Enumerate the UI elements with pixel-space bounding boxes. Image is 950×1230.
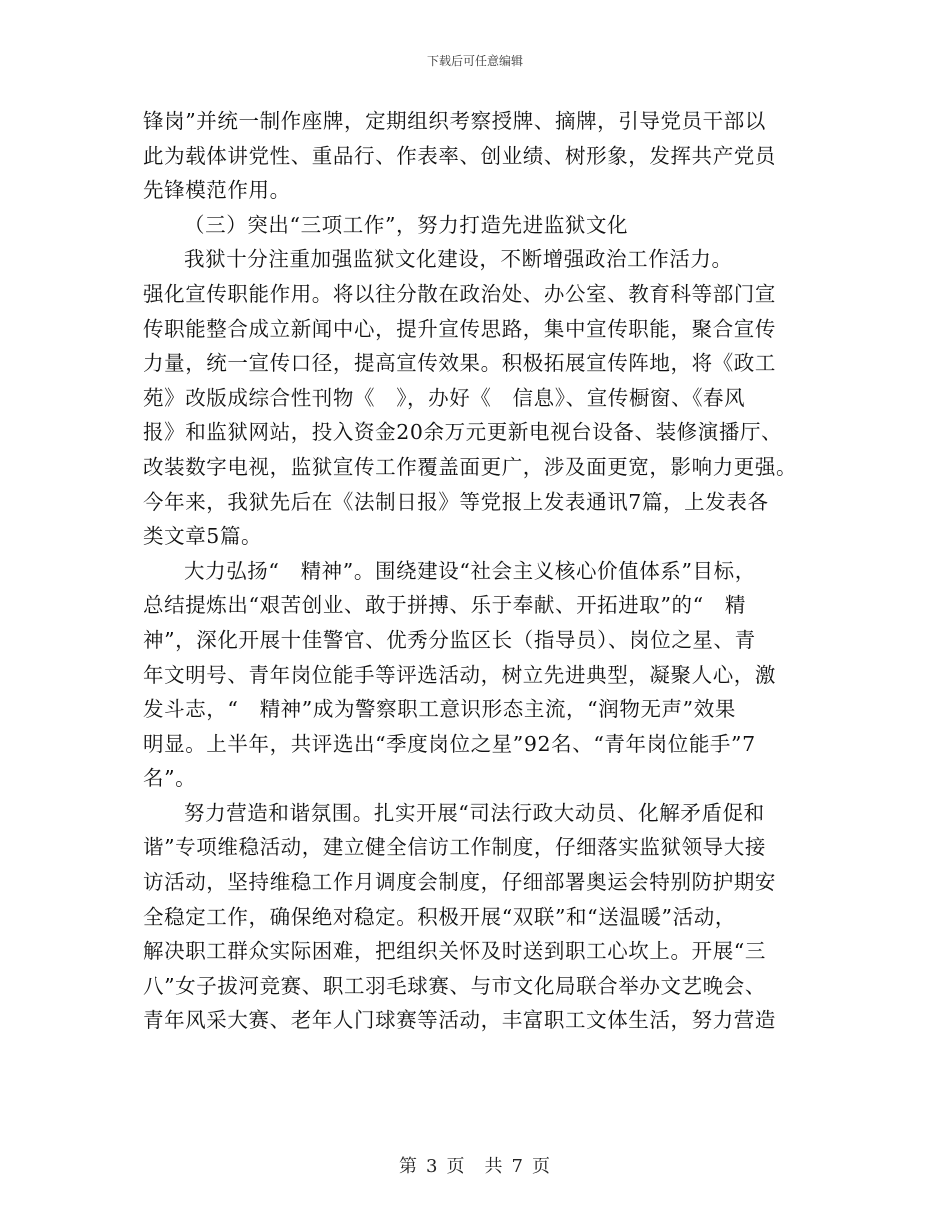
- text-line: 神”，深化开展十佳警官、优秀分监区长（指导员）、岗位之星、青: [143, 627, 756, 652]
- text-line: 名”。: [143, 766, 197, 791]
- text-line: 我狱十分注重加强监狱文化建设，不断增强政治工作活力。: [184, 247, 733, 272]
- text-line: 强化宣传职能作用。将以往分散在政治处、办公室、教育科等部门宣: [143, 281, 776, 306]
- text-line: 努力营造和谐氛围。扎实开展“司法行政大动员、化解矛盾促和: [184, 800, 765, 825]
- text-line: 锋岗”并统一制作座牌，定期组织考察授牌、摘牌，引导党员干部以: [143, 109, 766, 133]
- footer-suffix: 页: [531, 1156, 551, 1177]
- text-line: 谐”专项维稳活动，建立健全信访工作制度，仔细落实监狱领导大接: [143, 835, 766, 860]
- text-line: 大力弘扬“ 精神”。围绕建设“社会主义核心价值体系”目标，: [184, 558, 756, 583]
- text-line: 解决职工群众实际困难，把组织关怀及时送到职工心坎上。开展“三: [143, 939, 766, 964]
- text-line: 青年风采大赛、老年人门球赛等活动，丰富职工文体生活，努力营造: [143, 1008, 776, 1033]
- text-line: 力量，统一宣传口径，提高宣传效果。积极拓展宣传阵地，将《政工: [143, 351, 776, 376]
- text-line: 总结提炼出“艰苦创业、敢于拼搏、乐于奉献、开拓进取”的“ 精: [143, 593, 746, 618]
- page-footer: [0, 1152, 950, 1178]
- text-line: 年文明号、青年岗位能手等评选活动，树立先进典型，凝聚人心，激: [143, 662, 776, 687]
- footer-middle: 页 共: [446, 1156, 504, 1177]
- text-line: 先锋模范作用。: [143, 178, 291, 203]
- text-line: 苑》改版成综合性刊物《 》，办好《 信息》、宣传橱窗、《春风: [143, 385, 746, 410]
- document-body: [143, 104, 811, 1038]
- text-line: 类文章5篇。: [143, 524, 263, 549]
- text-line: 明显。上半年，共评选出“季度岗位之星”92名、“青年岗位能手”7: [143, 731, 756, 756]
- text-line: 今年来，我狱先后在《法制日报》等党报上发表通讯7篇，上发表各: [143, 489, 769, 514]
- text-line: 访活动，坚持维稳工作月调度会制度，仔细部署奥运会特别防护期安: [143, 870, 776, 895]
- text-line: 发斗志，“ 精神”成为警察职工意识形态主流，“润物无声”效果: [143, 697, 736, 722]
- footer-prefix: 第: [399, 1156, 419, 1177]
- text-line: 改装数字电视，监狱宣传工作覆盖面更广，涉及面更宽，影响力更强。: [143, 454, 798, 479]
- footer-total-pages: 7: [511, 1156, 524, 1177]
- footer-page-number: 3: [426, 1156, 439, 1177]
- text-line: 八”女子拔河竞赛、职工羽毛球赛、与市文化局联合举办文艺晚会、: [143, 973, 766, 998]
- page-header: 下载后可任意编辑: [426, 54, 523, 68]
- text-line: （三）突出“三项工作”，努力打造先进监狱文化: [184, 212, 629, 237]
- text-line: 全稳定工作，确保绝对稳定。积极开展“双联”和“送温暖”活动，: [143, 904, 736, 929]
- text-line: 报》和监狱网站，投入资金20余万元更新电视台设备、装修演播厅、: [143, 420, 783, 445]
- text-line: 传职能整合成立新闻中心，提升宣传思路，集中宣传职能，聚合宣传: [143, 316, 776, 341]
- text-line: 此为载体讲党性、重品行、作表率、创业绩、树形象，发挥共产党员: [143, 143, 776, 168]
